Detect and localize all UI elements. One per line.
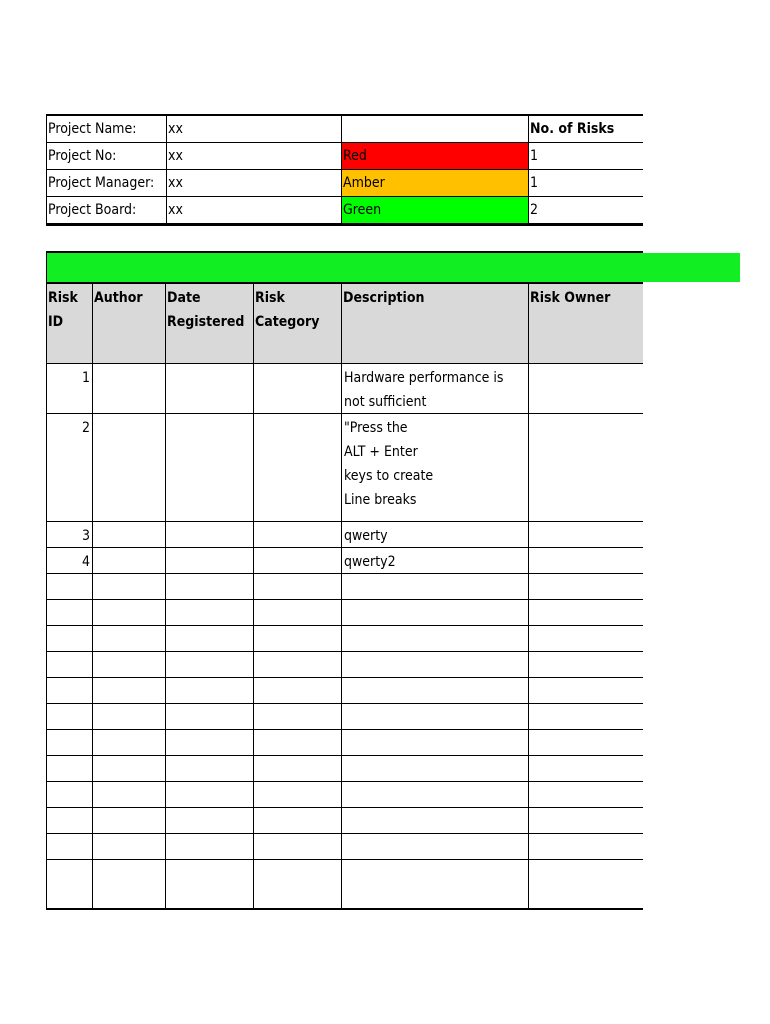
summary-status-cell[interactable] (341, 116, 528, 143)
summary-row (46, 143, 643, 170)
summary-row (46, 197, 643, 224)
risk-register-banner (46, 253, 740, 282)
cell-risk-id[interactable]: 3 (81, 528, 90, 544)
summary-count-header[interactable]: No. of Risks (528, 116, 643, 143)
summary-count-cell[interactable]: 2 (528, 197, 643, 224)
status-red-cell[interactable]: Red (341, 143, 528, 170)
summary-row (46, 116, 643, 143)
header-risk-category[interactable]: Risk Category (255, 290, 320, 330)
summary-value-cell[interactable]: xx (166, 116, 341, 143)
header-risk-id[interactable]: Risk ID (48, 290, 78, 330)
summary-label-cell[interactable]: Project No: (46, 143, 166, 170)
status-green-cell[interactable]: Green (341, 197, 528, 224)
summary-count-cell[interactable]: 1 (528, 170, 643, 197)
summary-value-cell[interactable]: xx (166, 170, 341, 197)
project-summary-table (46, 114, 643, 226)
cell-risk-id[interactable]: 4 (81, 554, 90, 570)
cell-description[interactable]: "Press the ALT + Enter keys to create Line breaks (344, 420, 434, 508)
summary-label-cell[interactable]: Project Name: (46, 116, 166, 143)
header-description[interactable]: Description (343, 290, 425, 306)
cell-description[interactable]: qwerty2 (344, 554, 396, 570)
summary-value-cell[interactable]: xx (166, 143, 341, 170)
summary-label-cell[interactable]: Project Board: (46, 197, 166, 224)
summary-row (46, 170, 643, 197)
cell-risk-id[interactable]: 2 (81, 420, 90, 436)
status-amber-cell[interactable]: Amber (341, 170, 528, 197)
header-author[interactable]: Author (94, 290, 143, 306)
summary-value-cell[interactable]: xx (166, 197, 341, 224)
cell-description[interactable]: qwerty (344, 528, 388, 544)
header-date-registered[interactable]: Date Registered (167, 290, 245, 330)
summary-label-cell[interactable]: Project Manager: (46, 170, 166, 197)
summary-count-cell[interactable]: 1 (528, 143, 643, 170)
cell-risk-id[interactable]: 1 (81, 370, 90, 386)
cell-description[interactable]: Hardware performance is not sufficient (344, 370, 504, 410)
header-risk-owner[interactable]: Risk Owner (530, 290, 611, 306)
